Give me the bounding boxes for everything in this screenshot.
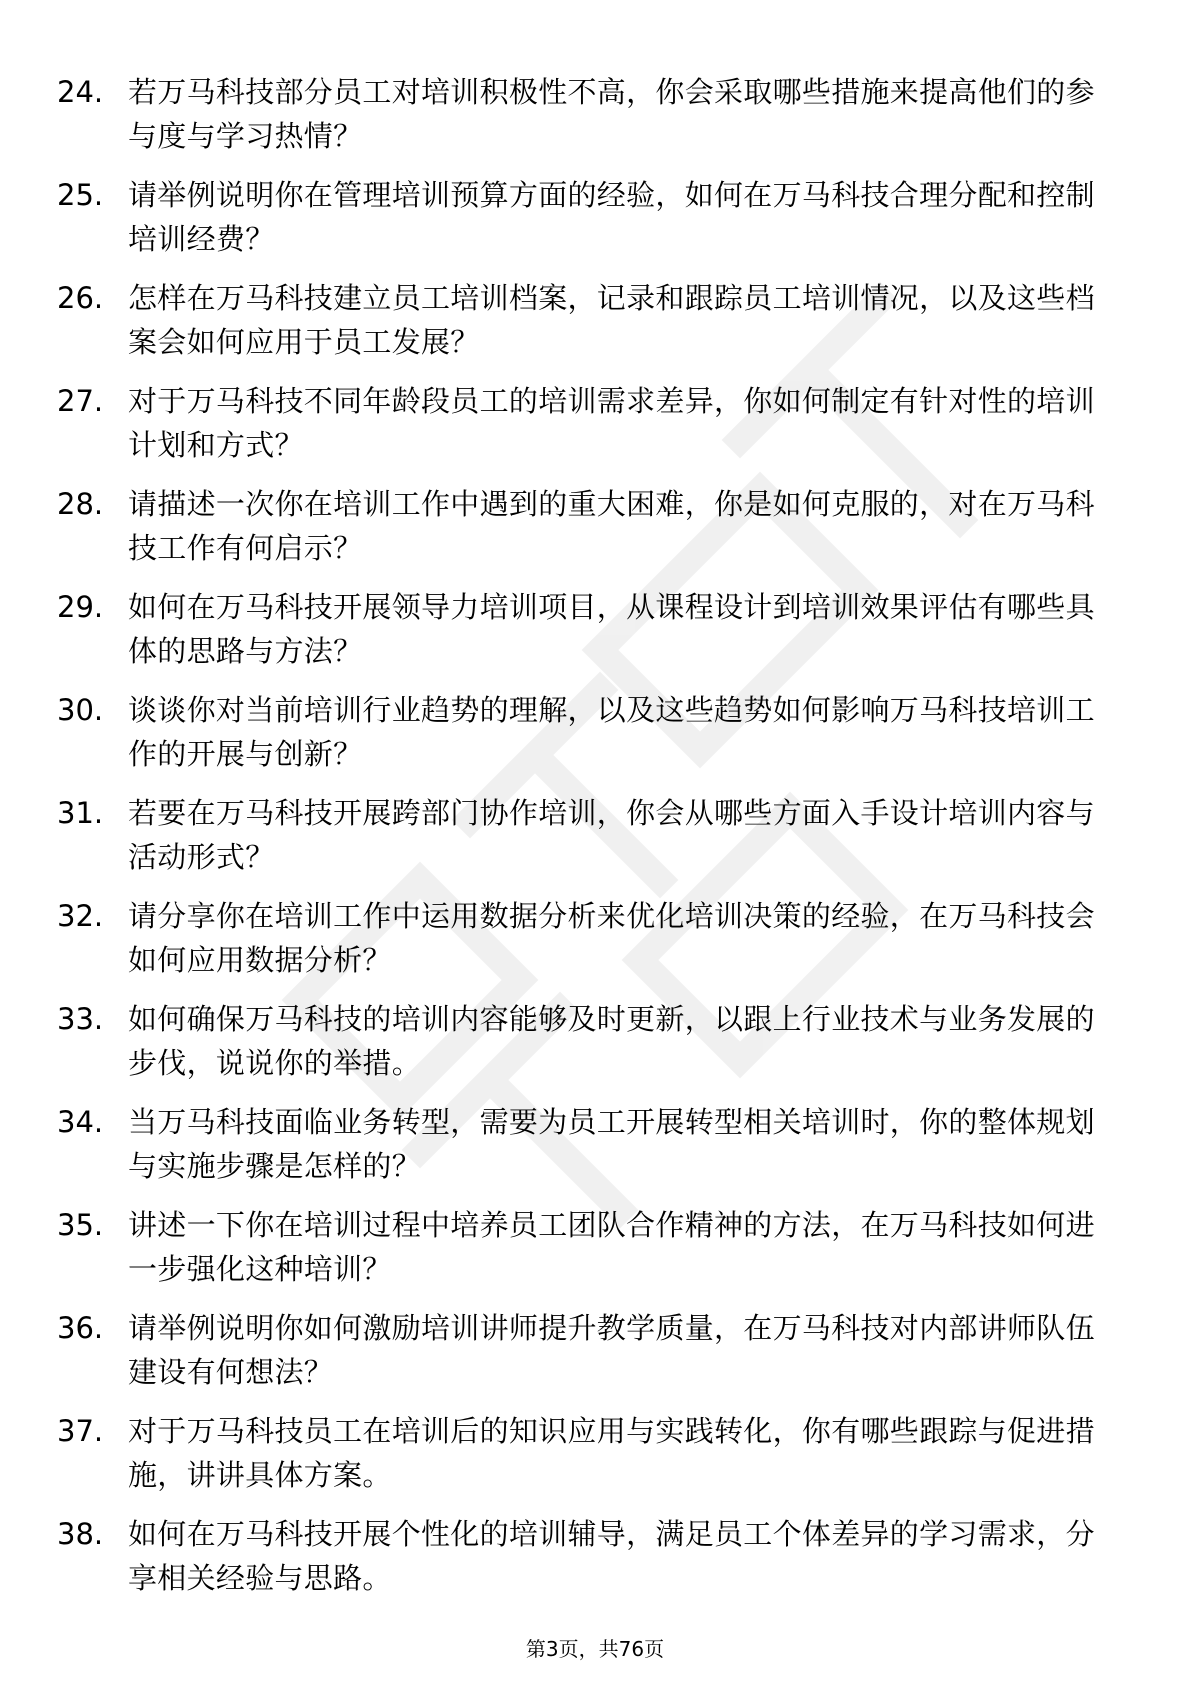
- question-item: [0, 688, 1190, 791]
- question-text: 怎样在万马科技建立员工培训档案，记录和跟踪员工培训情况，以及这些档案会如何应用于员工发展？: [128, 281, 1095, 359]
- question-text: 对于万马科技员工在培训后的知识应用与实践转化，你有哪些跟踪与促进措施，讲讲具体方案。: [128, 1414, 1095, 1492]
- question-text: 若要在万马科技开展跨部门协作培训，你会从哪些方面入手设计培训内容与活动形式？: [128, 796, 1095, 874]
- question-number: 27.: [57, 384, 104, 418]
- question-item: [0, 791, 1190, 894]
- question-item: [0, 894, 1190, 997]
- question-text: 对于万马科技不同年龄段员工的培训需求差异，你如何制定有针对性的培训计划和方式？: [128, 384, 1095, 462]
- question-text: 请描述一次你在培训工作中遇到的重大困难，你是如何克服的，对在万马科技工作有何启示？: [128, 487, 1095, 565]
- question-item: [0, 70, 1190, 173]
- question-item: [0, 379, 1190, 482]
- question-number: 28.: [57, 487, 104, 521]
- question-text: 请举例说明你在管理培训预算方面的经验，如何在万马科技合理分配和控制培训经费？: [128, 178, 1095, 256]
- question-text: 请分享你在培训工作中运用数据分析来优化培训决策的经验，在万马科技会如何应用数据分析？: [128, 899, 1095, 977]
- question-item: [0, 276, 1190, 379]
- question-text: 如何在万马科技开展领导力培训项目，从课程设计到培训效果评估有哪些具体的思路与方法？: [128, 590, 1095, 668]
- question-number: 25.: [57, 178, 104, 212]
- question-number: 38.: [57, 1517, 104, 1551]
- question-item: [0, 997, 1190, 1100]
- question-item: [0, 1100, 1190, 1203]
- question-number: 26.: [57, 281, 104, 315]
- question-text: 请举例说明你如何激励培训讲师提升教学质量，在万马科技对内部讲师队伍建设有何想法？: [128, 1311, 1095, 1389]
- question-item: [0, 1409, 1190, 1512]
- question-number: 32.: [57, 899, 104, 933]
- question-text: 若万马科技部分员工对培训积极性不高，你会采取哪些措施来提高他们的参与度与学习热情？: [128, 75, 1095, 153]
- question-text: 当万马科技面临业务转型，需要为员工开展转型相关培训时，你的整体规划与实施步骤是怎样的？: [128, 1105, 1095, 1183]
- question-number: 31.: [57, 796, 104, 830]
- question-item: [0, 1203, 1190, 1306]
- question-item: [0, 173, 1190, 276]
- question-item: [0, 1306, 1190, 1409]
- question-text: 谈谈你对当前培训行业趋势的理解，以及这些趋势如何影响万马科技培训工作的开展与创新？: [128, 693, 1095, 771]
- question-text: 如何在万马科技开展个性化的培训辅导，满足员工个体差异的学习需求，分享相关经验与思路。: [128, 1517, 1095, 1595]
- question-number: 36.: [57, 1311, 104, 1345]
- question-number: 34.: [57, 1105, 104, 1139]
- question-number: 24.: [57, 75, 104, 109]
- question-item: [0, 1512, 1190, 1615]
- question-number: 29.: [57, 590, 104, 624]
- question-number: 35.: [57, 1208, 104, 1242]
- question-item: [0, 482, 1190, 585]
- question-text: 如何确保万马科技的培训内容能够及时更新，以跟上行业技术与业务发展的步伐，说说你的举措。: [128, 1002, 1095, 1080]
- question-text: 讲述一下你在培训过程中培养员工团队合作精神的方法，在万马科技如何进一步强化这种培训？: [128, 1208, 1095, 1286]
- question-item: [0, 585, 1190, 688]
- question-number: 30.: [57, 693, 104, 727]
- page-footer: 第3页，共76页: [525, 1637, 665, 1661]
- question-number: 33.: [57, 1002, 104, 1036]
- question-list: [0, 70, 1190, 1615]
- question-number: 37.: [57, 1414, 104, 1448]
